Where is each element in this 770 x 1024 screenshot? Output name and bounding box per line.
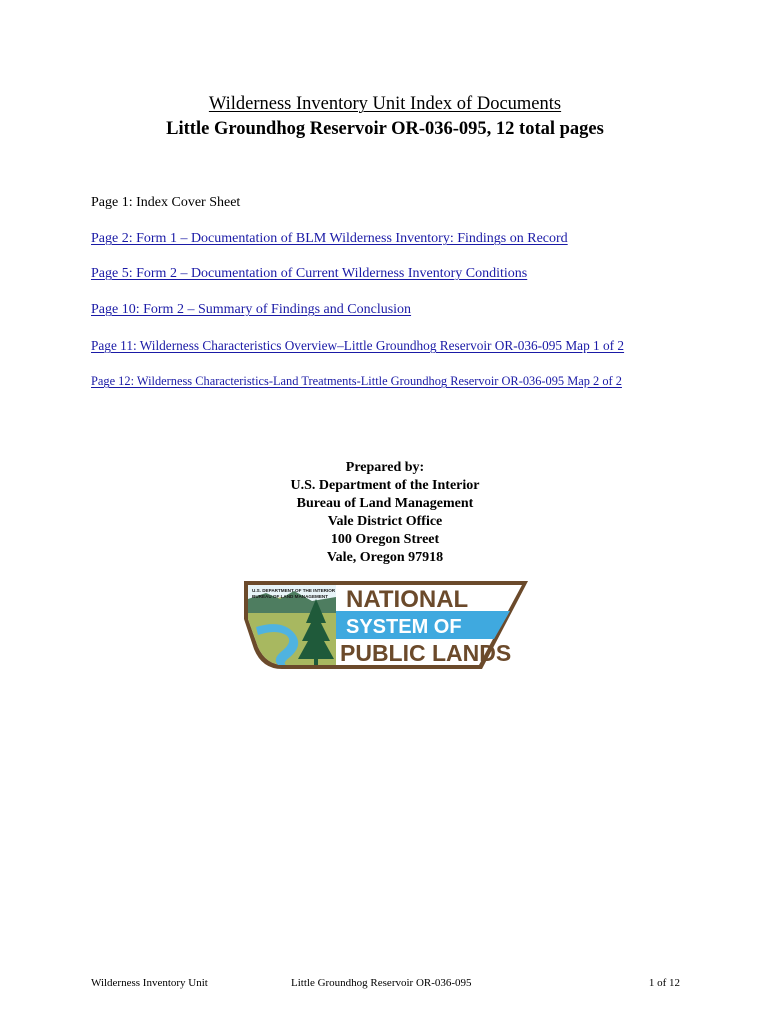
index-link-page-5[interactable]: Page 5: Form 2 – Documentation of Current Wilderness Inventory Conditions — [91, 266, 528, 281]
document-subtitle: Little Groundhog Reservoir OR-036-095, 12 total pages — [166, 119, 604, 139]
index-link-page-11[interactable]: Page 11: Wilderness Characteristics Overview–Little Groundhog Reservoir OR-036-095 Map 1 of 2 — [91, 338, 625, 353]
logo-word-public-lands: PUBLIC LANDS — [340, 640, 512, 666]
index-link-page-2[interactable]: Page 2: Form 1 – Documentation of BLM Wilderness Inventory: Findings on Record — [91, 231, 568, 246]
prepared-by-block — [0, 459, 770, 567]
prepared-by-office: Vale District Office — [327, 514, 443, 529]
logo-agency-line1: U.S. DEPARTMENT OF THE INTERIOR — [252, 588, 336, 593]
logo-word-national: NATIONAL — [346, 586, 469, 613]
index-link-page-12[interactable]: Page 12: Wilderness Characteristics-Land Treatments-Little Groundhog Reservoir OR-036-095 Map 2 of 2 — [91, 374, 622, 388]
logo-agency-line2: BUREAU OF LAND MANAGEMENT — [252, 594, 329, 599]
prepared-by-street: 100 Oregon Street — [330, 532, 440, 547]
logo-word-system-of: SYSTEM OF — [346, 616, 462, 638]
footer-center: Little Groundhog Reservoir OR-036-095 — [291, 977, 472, 989]
prepared-by-label: Prepared by: — [345, 460, 425, 475]
footer-page-number: 1 of 12 — [648, 977, 680, 989]
index-item-page-1: Page 1: Index Cover Sheet — [91, 195, 241, 210]
prepared-by-city: Vale, Oregon 97918 — [326, 550, 444, 565]
document-title: Wilderness Inventory Unit Index of Documents — [208, 94, 562, 114]
prepared-by-bureau: Bureau of Land Management — [296, 496, 474, 511]
footer-left: Wilderness Inventory Unit — [91, 977, 208, 989]
index-link-page-10[interactable]: Page 10: Form 2 – Summary of Findings and Conclusion — [91, 302, 412, 317]
national-system-of-public-lands-logo — [242, 579, 530, 671]
prepared-by-department: U.S. Department of the Interior — [290, 478, 480, 493]
